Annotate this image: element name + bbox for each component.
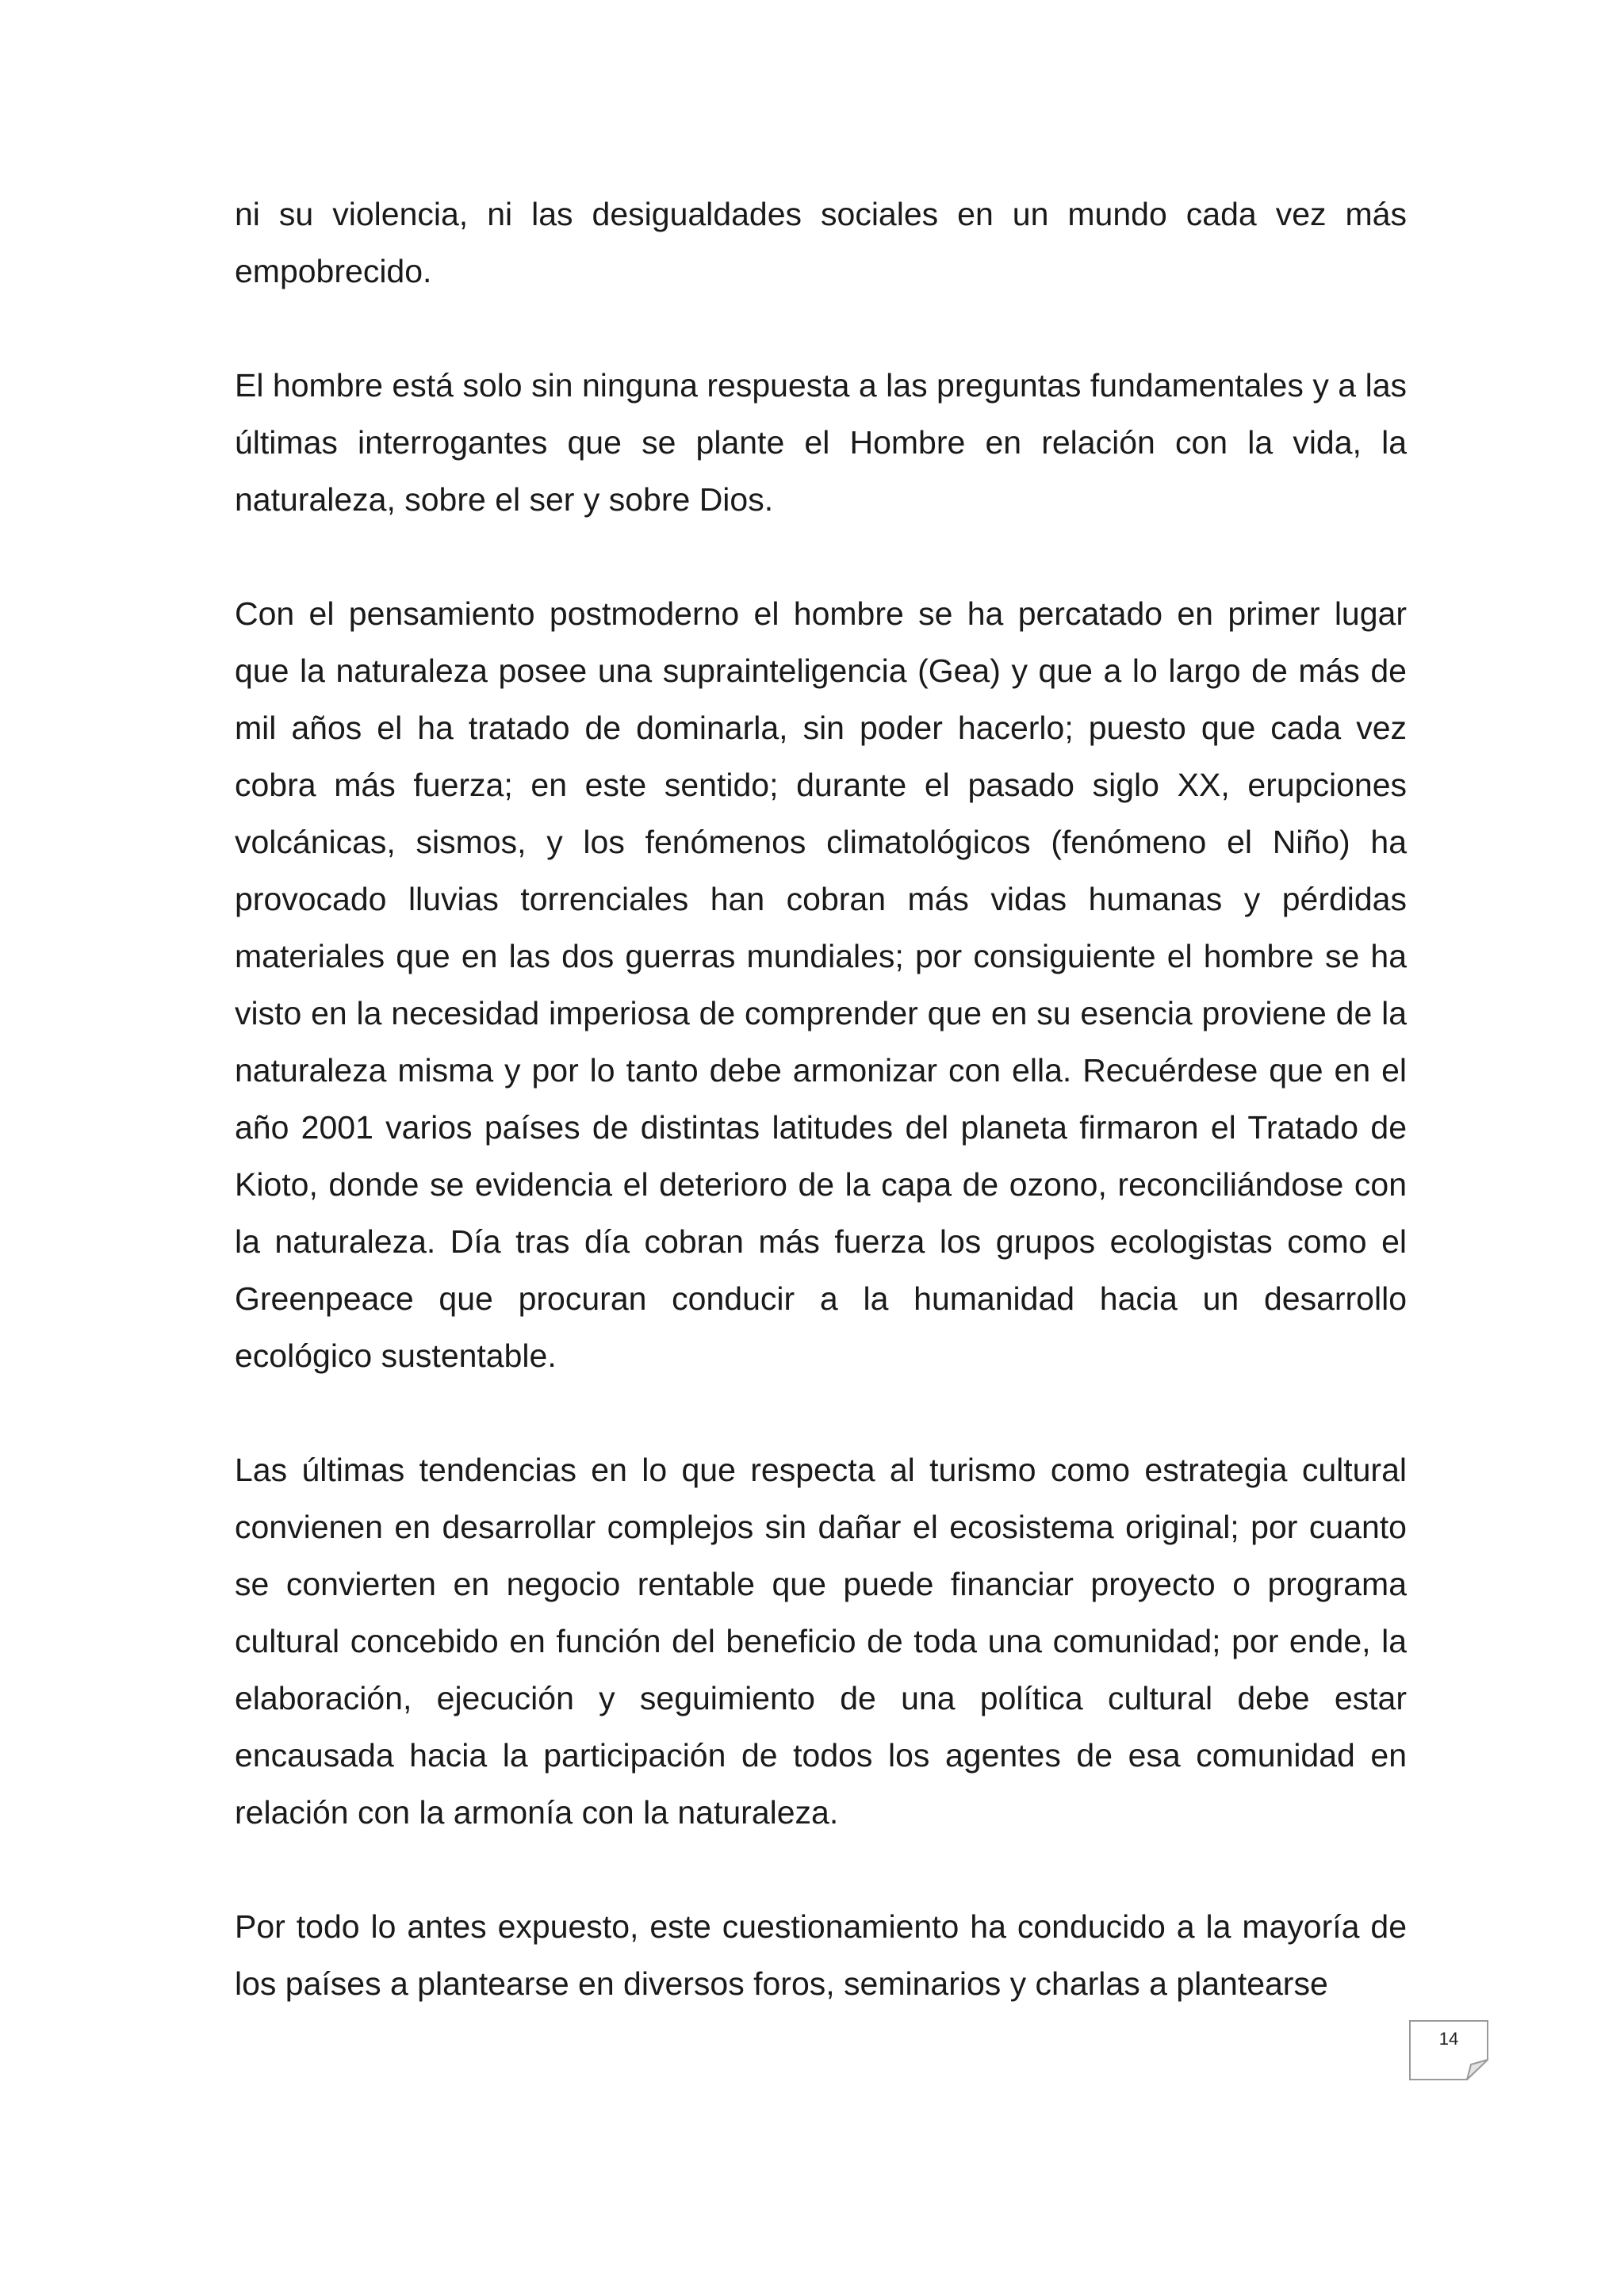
document-body bbox=[235, 186, 1407, 2012]
page-number-box bbox=[1409, 2020, 1488, 2080]
page-number: 14 bbox=[1438, 2029, 1459, 2049]
paragraph-4: Las últimas tendencias en lo que respecta al turismo como estrategia cultural convienen en desarrollar complejos sin dañar el ecosistema original; por cuanto se convierten en negocio rentable que puede financiar proyecto o programa cultural concebido en función del beneficio de toda una comunidad; por ende, la elaboración, ejecución y seguimiento de una política cultural debe estar encausada hacia la participación de todos los agentes de esa comunidad en relación con la armonía con la naturaleza. bbox=[235, 1452, 1407, 1831]
paragraph-3: Con el pensamiento postmoderno el hombre se ha percatado en primer lugar que la naturaleza posee una suprainteligencia (Gea) y que a lo largo de más de mil años el ha tratado de dominarla, sin poder hacerlo; puesto que cada vez cobra más fuerza; en este sentido; durante el pasado siglo XX, erupciones volcánicas, sismos, y los fenómenos climatológicos (fenómeno el Niño) ha provocado lluvias torrenciales han cobran más vidas humanas y pérdidas materiales que en las dos guerras mundiales; por consiguiente el hombre se ha visto en la necesidad imperiosa de comprender que en su esencia proviene de la naturaleza misma y por lo tanto debe armonizar con ella. Recuérdese que en el año 2001 varios países de distintas latitudes del planeta firmaron el Tratado de Kioto, donde se evidencia el deterioro de la capa de ozono, reconciliándose con la naturaleza. Día tras día cobran más fuerza los grupos ecologistas como el Greenpeace que procuran conducir a la humanidad hacia un desarrollo ecológico sustentable. bbox=[235, 595, 1407, 1374]
paragraph-2: El hombre está solo sin ninguna respuesta a las preguntas fundamentales y a las últimas interrogantes que se plante el Hombre en relación con la vida, la naturaleza, sobre el ser y sobre Dios. bbox=[235, 367, 1407, 518]
paragraph-5: Por todo lo antes expuesto, este cuestionamiento ha conducido a la mayoría de los países a plantearse en diversos foros, seminarios y charlas a plantearse bbox=[235, 1908, 1407, 2002]
paragraph-1: ni su violencia, ni las desigualdades sociales en un mundo cada vez más empobrecido. bbox=[235, 196, 1407, 289]
